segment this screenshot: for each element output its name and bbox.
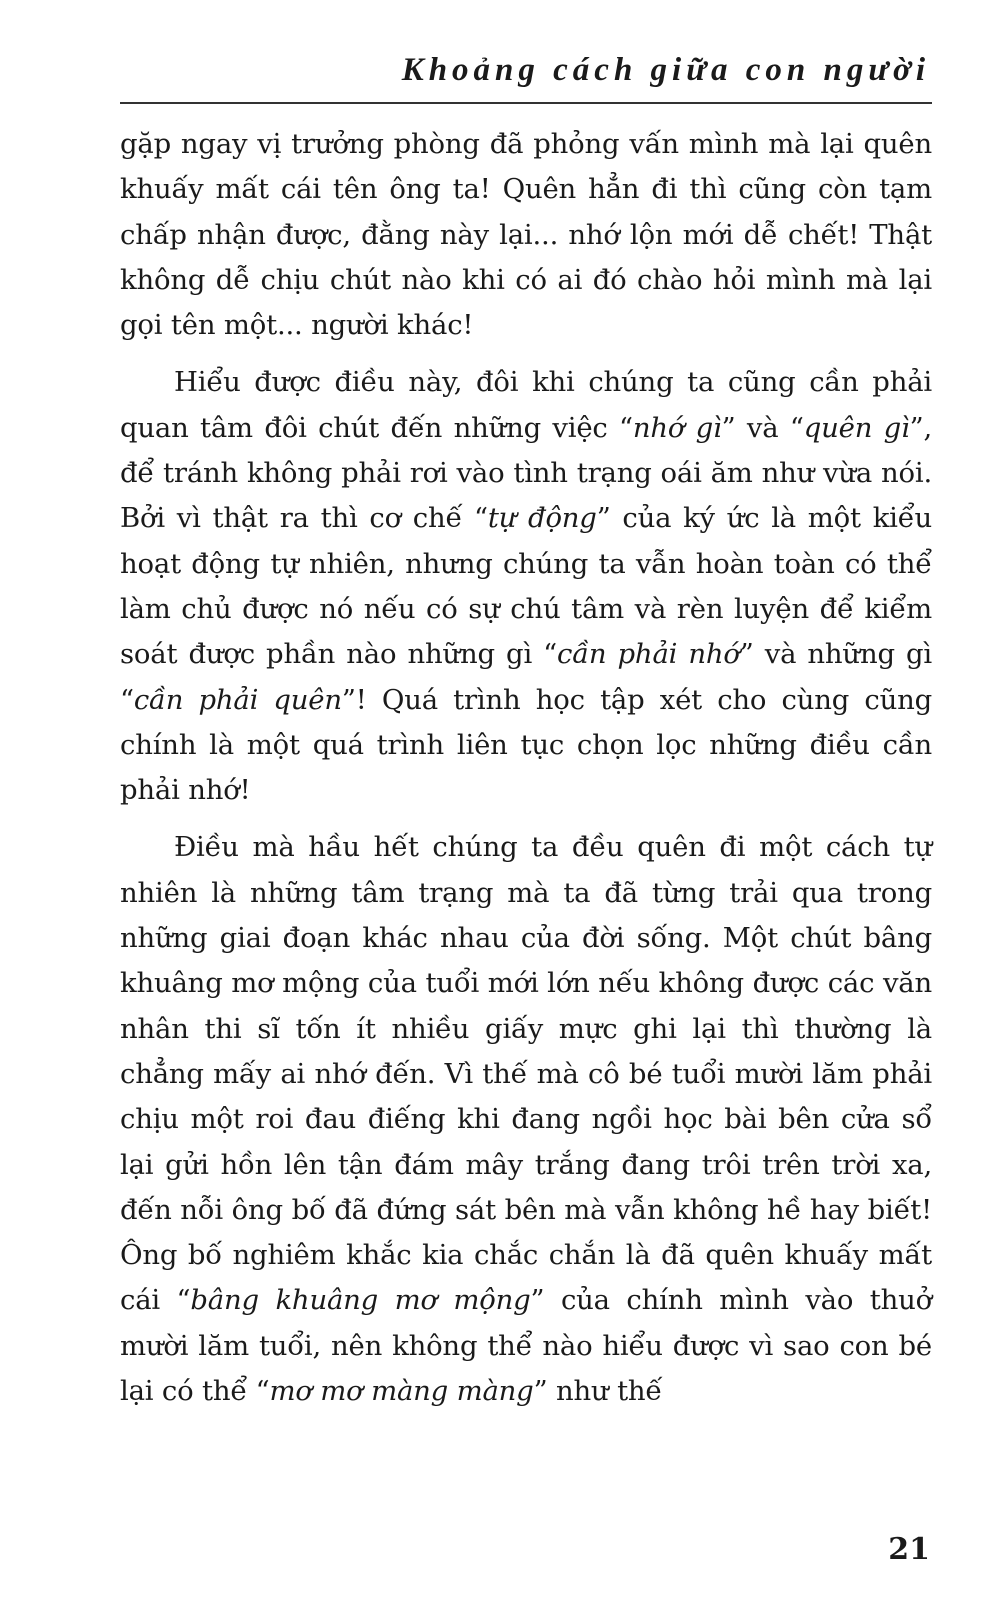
text-segment: ” và những gì “ bbox=[120, 638, 932, 716]
italic-phrase: quên gì bbox=[803, 411, 910, 444]
italic-phrase: cần phải quên bbox=[133, 683, 342, 716]
text-segment: Điều mà hầu hết chúng ta đều quên đi một cách tự nhiên là những tâm trạng mà ta đã từng trải qua trong những giai đoạn khác nhau của đời sống. Một chút bâng khuâng mơ mộng của tuổi mới lớn nếu không được các văn nhân thi sĩ tốn ít nhiều giấy mực ghi lại thì thường là chẳng mấy ai nhớ đến. Vì thế mà cô bé tuổi mười lăm phải chịu một roi đau điếng khi đang ngồi học bài bên cửa sổ lại gửi hồn lên tận đám mây trắng đang trôi trên trời xa, đến nỗi ông bố đã đứng sát bên mà vẫn không hề hay biết! Ông bố nghiêm khắc kia chắc chắn là đã quên khuấy mất cái “ bbox=[120, 831, 932, 1317]
header-divider bbox=[120, 102, 932, 104]
text-segment: ” của ký ức là một kiểu hoạt động tự nhiên, nhưng chúng ta vẫn hoàn toàn có thể làm chủ được nó nếu có sự chú tâm và rèn luyện để kiểm soát được phần nào những gì “ bbox=[120, 502, 932, 671]
text-segment: Hiểu được điều này, đôi khi chúng ta cũng cần phải quan tâm đôi chút đến những việc “ bbox=[120, 366, 932, 444]
body-text bbox=[120, 122, 932, 1414]
italic-phrase: mơ mơ màng màng bbox=[269, 1375, 534, 1408]
italic-phrase: tự động bbox=[487, 502, 597, 535]
running-header-title: Khoảng cách giữa con người bbox=[401, 52, 930, 88]
page-number: 21 bbox=[888, 1532, 930, 1567]
paragraph-2 bbox=[120, 360, 932, 813]
paragraph-3 bbox=[120, 825, 932, 1414]
text-segment: ”! Quá trình học tập xét cho cùng cũng chính là một quá trình liên tục chọn lọc những điều cần phải nhớ! bbox=[120, 683, 933, 807]
text-segment: ” và “ bbox=[721, 411, 804, 444]
text-segment: gặp ngay vị trưởng phòng đã phỏng vấn mình mà lại quên khuấy mất cái tên ông ta! Quên hẳn đi thì cũng còn tạm chấp nhận được, đằng này lại... nhớ lộn mới dễ chết! Thật không dễ chịu chút nào khi có ai đó chào hỏi mình mà lại gọi tên một... người khác! bbox=[120, 128, 932, 342]
text-segment: ” như thế bbox=[533, 1375, 663, 1408]
italic-phrase: nhớ gì bbox=[632, 411, 722, 444]
paragraph-1 bbox=[120, 122, 932, 348]
text-segment: ” của chính mình vào thuở mười lăm tuổi, nên không thể nào hiểu được vì sao con bé lại có thể “ bbox=[120, 1284, 932, 1408]
text-segment: ”, để tránh không phải rơi vào tình trạng oái ăm như vừa nói. Bởi vì thật ra thì cơ chế “ bbox=[120, 411, 933, 535]
italic-phrase: bâng khuâng mơ mộng bbox=[190, 1284, 531, 1317]
italic-phrase: cần phải nhớ bbox=[557, 638, 740, 671]
